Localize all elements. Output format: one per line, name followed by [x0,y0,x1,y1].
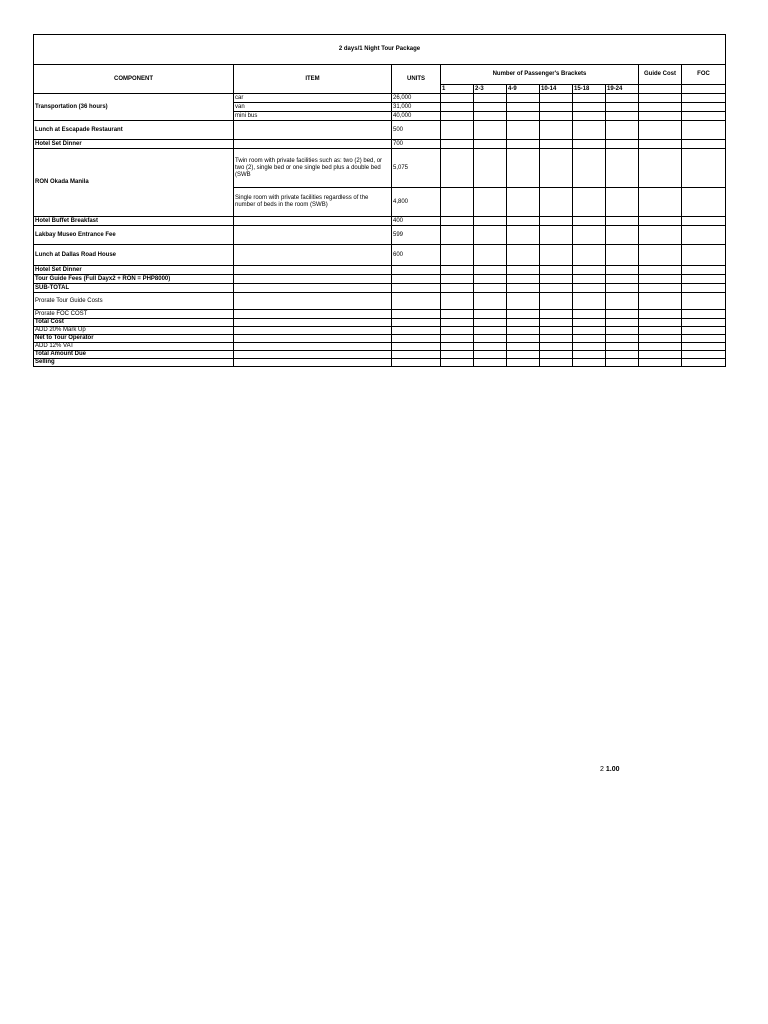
cell [441,217,474,226]
cell [540,293,573,310]
cell [573,310,606,319]
cell [639,284,682,293]
component-prorate-foc: Prorate FOC COST [34,310,234,319]
cell [682,112,726,121]
table-row [34,140,726,149]
cell [573,226,606,245]
cell [474,266,507,275]
cell [441,149,474,188]
cell [682,140,726,149]
cell [639,327,682,335]
table-row [34,245,726,266]
cell [540,275,573,284]
cell [507,140,540,149]
cell [639,359,682,367]
cell [474,293,507,310]
component-tour-guide-fees: Tour Guide Fees (Full Dayx2 + RON = PHP8000) [34,275,234,284]
component-lakbay-museo: Lakbay Museo Entrance Fee [34,226,234,245]
bracket-19-24: 19-24 [606,85,639,94]
cell [474,94,507,103]
cell [573,121,606,140]
cell [573,94,606,103]
cell [639,293,682,310]
component-total-due: Total Amount Due [34,351,234,359]
header-foc: FOC [682,65,726,85]
component-prorate-guide: Prorate Tour Guide Costs [34,293,234,310]
cell [682,319,726,327]
cell [507,327,540,335]
cell [606,112,639,121]
cell [540,121,573,140]
cell [606,149,639,188]
cell [540,94,573,103]
cell [234,310,392,319]
item-car: car [234,94,392,103]
cell [441,327,474,335]
cell [606,121,639,140]
table-row [34,310,726,319]
cell [234,121,392,140]
cell [392,335,441,343]
cell [540,351,573,359]
cell [682,121,726,140]
cell [234,359,392,367]
cell [682,188,726,217]
cell [682,266,726,275]
table-row [34,343,726,351]
cell [474,327,507,335]
component-vat: ADD 12% VAT [34,343,234,351]
cell [234,226,392,245]
cell [392,319,441,327]
cell [573,112,606,121]
cell [639,85,682,94]
cell [573,284,606,293]
cell [606,284,639,293]
cell [682,245,726,266]
cell [234,245,392,266]
cell [540,327,573,335]
cell [606,226,639,245]
cell [639,121,682,140]
cell [507,351,540,359]
header-guide-cost: Guide Cost [639,65,682,85]
cell [474,140,507,149]
component-total-cost: Total Cost [34,319,234,327]
cell [392,275,441,284]
cell [573,343,606,351]
cell [441,359,474,367]
cell [392,351,441,359]
cell [606,327,639,335]
cell [234,335,392,343]
item-mini-bus: mini bus [234,112,392,121]
cell [682,310,726,319]
cell [540,245,573,266]
cell [540,310,573,319]
cell [507,359,540,367]
cell [474,112,507,121]
table-row [34,217,726,226]
cell [573,266,606,275]
table-row [34,149,726,188]
cell [682,284,726,293]
cell [573,103,606,112]
cell [474,351,507,359]
cell [606,94,639,103]
cell [682,226,726,245]
cell [474,103,507,112]
cell [392,310,441,319]
cell [474,188,507,217]
page-number [600,766,619,773]
cell [540,226,573,245]
cell [639,266,682,275]
cell [573,245,606,266]
cell [441,245,474,266]
cell [234,140,392,149]
component-net-operator: Net to Tour Operator [34,335,234,343]
cell [474,319,507,327]
cell [474,275,507,284]
cell [682,94,726,103]
item-single-room: Single room with private facilities regardless of the number of beds in the room (SWB) [234,188,392,217]
cell [540,112,573,121]
component-ron-okada: RON Okada Manila [34,149,234,217]
cell [573,351,606,359]
cell [234,343,392,351]
units-car: 26,000 [392,94,441,103]
cell [682,327,726,335]
component-hotel-set-dinner: Hotel Set Dinner [34,140,234,149]
cell [474,245,507,266]
component-transportation: Transportation (36 hours) [34,94,234,121]
cell [441,284,474,293]
cell [507,343,540,351]
table-row [34,359,726,367]
cell [682,359,726,367]
cell [507,310,540,319]
cell [441,275,474,284]
tour-package-table [33,34,726,367]
cell [639,245,682,266]
cell [441,343,474,351]
cell [234,319,392,327]
cell [441,351,474,359]
cell [639,310,682,319]
cell [639,103,682,112]
cell [606,310,639,319]
component-lunch-escapade: Lunch at Escapade Restaurant [34,121,234,140]
cell [474,284,507,293]
cell [507,245,540,266]
cell [441,121,474,140]
cell [441,335,474,343]
cell [392,327,441,335]
cell [606,140,639,149]
cell [606,275,639,284]
cell [441,310,474,319]
cell [682,343,726,351]
units-lunch-dallas: 600 [392,245,441,266]
page-index: 2 [600,766,604,773]
cell [540,359,573,367]
cell [682,103,726,112]
cell [392,359,441,367]
cell [392,293,441,310]
units-hotel-buffet: 400 [392,217,441,226]
cell [540,266,573,275]
cell [507,266,540,275]
cell [474,226,507,245]
cell [639,335,682,343]
table-row [34,275,726,284]
cell [507,188,540,217]
cell [392,343,441,351]
cell [639,217,682,226]
cell [573,293,606,310]
cell [507,103,540,112]
table-row [34,335,726,343]
units-lunch-escapade: 500 [392,121,441,140]
component-hotel-buffet: Hotel Buffet Breakfast [34,217,234,226]
cell [606,217,639,226]
cell [507,226,540,245]
cell [682,149,726,188]
cell [573,327,606,335]
cell [540,103,573,112]
component-subtotal: SUB-TOTAL [34,284,234,293]
cell [441,188,474,217]
cell [606,103,639,112]
cell [474,343,507,351]
table-row [34,266,726,275]
page-value: 1.00 [605,766,620,773]
cell [234,266,392,275]
cell [573,188,606,217]
cell [639,149,682,188]
cell [606,351,639,359]
cell [441,112,474,121]
cell [573,217,606,226]
title-row [34,35,726,65]
table-row [34,226,726,245]
cell [474,359,507,367]
cell [573,149,606,188]
header-component: COMPONENT [34,65,234,94]
cell [441,140,474,149]
table-row [34,94,726,103]
cell [507,275,540,284]
cell [507,284,540,293]
cell [639,343,682,351]
cell [474,310,507,319]
header-passenger-brackets: Number of Passenger's Brackets [441,65,639,85]
cell [234,351,392,359]
cell [682,217,726,226]
table-row [34,319,726,327]
bracket-2-3: 2-3 [474,85,507,94]
header-item: ITEM [234,65,392,94]
cell [606,343,639,351]
cell [606,319,639,327]
cell [606,188,639,217]
units-twin-room: 5,075 [392,149,441,188]
cell [639,188,682,217]
cell [540,140,573,149]
table-row [34,327,726,335]
cell [441,319,474,327]
cell [682,335,726,343]
cell [234,284,392,293]
cell [234,293,392,310]
cell [606,359,639,367]
bracket-15-18: 15-18 [573,85,606,94]
cell [573,275,606,284]
units-mini-bus: 40,000 [392,112,441,121]
cell [507,335,540,343]
cell [540,188,573,217]
cell [441,226,474,245]
cell [606,335,639,343]
component-hotel-set-dinner-2: Hotel Set Dinner [34,266,234,275]
table-title: 2 days/1 Night Tour Package [34,35,726,65]
cell [234,327,392,335]
cell [639,112,682,121]
cell [540,149,573,188]
cell [507,319,540,327]
bracket-1: 1 [441,85,474,94]
cell [474,335,507,343]
header-row [34,65,726,85]
cell [682,275,726,284]
cell [540,335,573,343]
cell [639,140,682,149]
cell [540,284,573,293]
cell [682,293,726,310]
table-row [34,121,726,140]
item-van: van [234,103,392,112]
component-markup: ADD 20% Mark Up [34,327,234,335]
cell [474,121,507,140]
units-single-room: 4,800 [392,188,441,217]
cell [507,293,540,310]
cell [441,94,474,103]
cell [234,275,392,284]
cell [606,266,639,275]
component-selling: Selling [34,359,234,367]
cell [540,217,573,226]
cell [573,319,606,327]
bracket-10-14: 10-14 [540,85,573,94]
cell [392,266,441,275]
table-row [34,293,726,310]
cell [507,149,540,188]
cell [639,94,682,103]
units-hotel-set-dinner: 700 [392,140,441,149]
cell [392,284,441,293]
cell [639,351,682,359]
cell [507,112,540,121]
cell [441,293,474,310]
header-units: UNITS [392,65,441,94]
cell [234,217,392,226]
cell [441,103,474,112]
item-twin-room: Twin room with private facilities such as: two (2) bed, or two (2), single bed or one single bed plus a double bed (SWB [234,149,392,188]
cell [606,245,639,266]
cell [639,275,682,284]
cell [573,359,606,367]
cell [474,217,507,226]
component-lunch-dallas: Lunch at Dallas Road House [34,245,234,266]
table-row [34,351,726,359]
bracket-4-9: 4-9 [507,85,540,94]
cell [639,319,682,327]
cell [682,351,726,359]
cell [507,121,540,140]
table-row [34,284,726,293]
cell [540,343,573,351]
cell [573,140,606,149]
cell [507,217,540,226]
cell [441,266,474,275]
cell [474,149,507,188]
units-van: 31,000 [392,103,441,112]
units-lakbay-museo: 599 [392,226,441,245]
cell [573,335,606,343]
cell [540,319,573,327]
cell [639,226,682,245]
cell [682,85,726,94]
cell [606,293,639,310]
cell [507,94,540,103]
